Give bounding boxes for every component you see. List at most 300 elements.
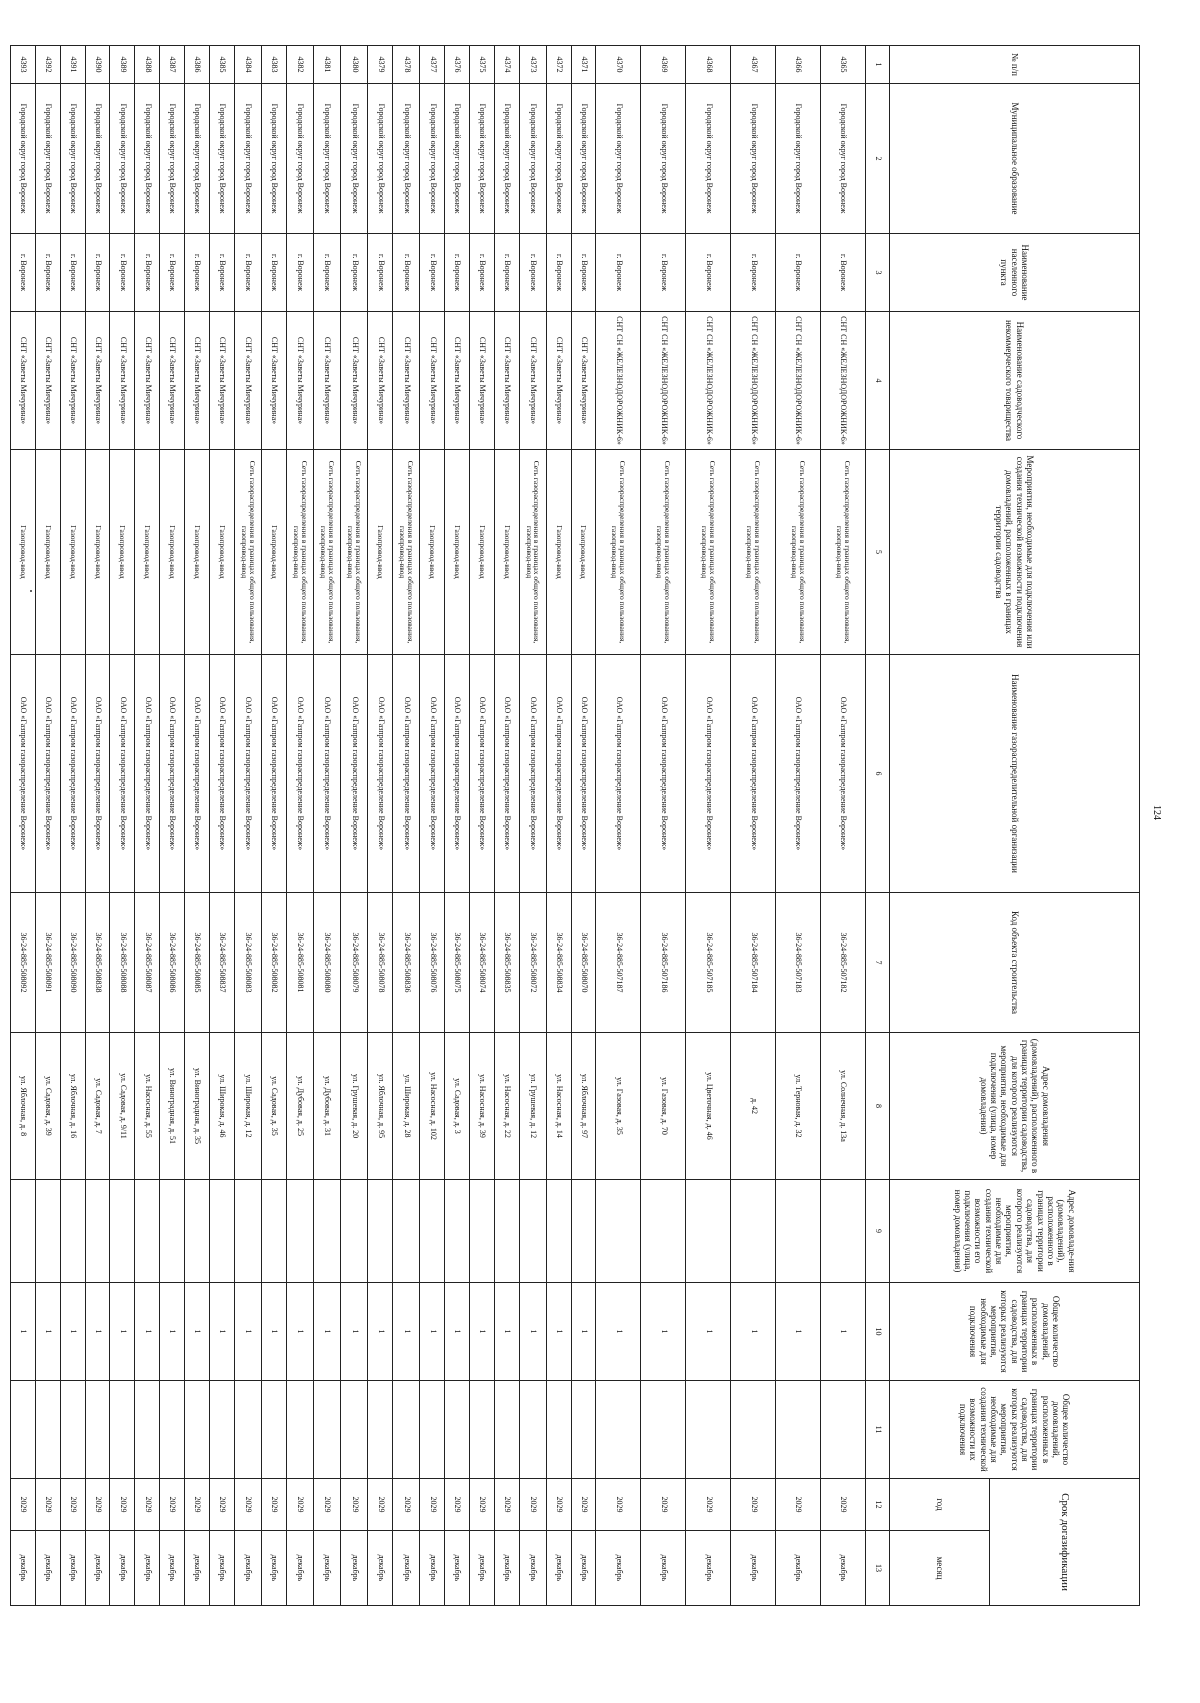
- tech-address-cell: [135, 1180, 160, 1283]
- column-number: 11: [866, 1381, 890, 1479]
- snt-name-cell: СНТ «Заветы Мичурина»: [469, 312, 494, 450]
- count-connection-cell: 1: [60, 1283, 85, 1381]
- object-code-cell: 36-24-885-508835: [494, 893, 519, 1033]
- count-connection-cell: 1: [209, 1283, 234, 1381]
- table-row: [596, 46, 641, 1606]
- tech-address-cell: [313, 1180, 340, 1283]
- count-tech-cell: [641, 1381, 686, 1479]
- year-cell: 2029: [286, 1479, 313, 1531]
- snt-name-cell: СНТ «Заветы Мичурина»: [11, 312, 36, 450]
- municipality-cell: Городской округ город Воронеж: [393, 84, 420, 234]
- address-cell: ул. Газовая, д. 35: [596, 1033, 641, 1180]
- gas-org-cell: ОАО «Газпром газораспределение Воронеж»: [313, 655, 340, 893]
- gas-org-cell: ОАО «Газпром газораспределение Воронеж»: [420, 655, 445, 893]
- table-row: [36, 46, 61, 1606]
- count-connection-cell: 1: [313, 1283, 340, 1381]
- address-cell: ул. Дубовая, д. 31: [313, 1033, 340, 1180]
- month-cell: декабрь: [546, 1531, 571, 1606]
- column-number: 12: [866, 1479, 890, 1531]
- settlement-cell: г. Воронеж: [184, 234, 209, 312]
- settlement-cell: г. Воронеж: [110, 234, 135, 312]
- count-tech-cell: [160, 1381, 185, 1479]
- municipality-cell: Городской округ город Воронеж: [110, 84, 135, 234]
- activity-cell: Газопровод-ввод: [494, 450, 519, 655]
- year-cell: 2029: [110, 1479, 135, 1531]
- month-cell: декабрь: [60, 1531, 85, 1606]
- row-number: 4373: [519, 46, 546, 84]
- activity-cell: Сеть газораспределения в границах общего пользования, газопровод-ввод: [821, 450, 866, 655]
- count-tech-cell: [821, 1381, 866, 1479]
- municipality-cell: Городской округ город Воронеж: [184, 84, 209, 234]
- object-code-cell: 36-24-885-508836: [393, 893, 420, 1033]
- address-cell: ул. Виноградная, д. 35: [184, 1033, 209, 1180]
- header-address-tech: Адрес домовладе-ния (домовладений), расположенного в границах территории садоводства, для которого реализуются мероприятия, необходимые для создания технической возможности его подключения (улица, номер домовладения): [890, 1180, 1140, 1283]
- count-tech-cell: [393, 1381, 420, 1479]
- object-code-cell: 36-24-885-508834: [546, 893, 571, 1033]
- address-cell: ул. Яблочная, д. 16: [60, 1033, 85, 1180]
- header-address-connection: Адрес домовладения (домовладений), расположенного в границах территории садоводства, для которого реализуются мероприятия, необходимые для подключения (улица, номер домовладения): [890, 1033, 1140, 1180]
- row-number: 4385: [209, 46, 234, 84]
- tech-address-cell: [641, 1180, 686, 1283]
- gas-org-cell: ОАО «Газпром газораспределение Воронеж»: [261, 655, 286, 893]
- gas-org-cell: ОАО «Газпром газораспределение Воронеж»: [160, 655, 185, 893]
- row-number: 4377: [420, 46, 445, 84]
- month-cell: декабрь: [11, 1531, 36, 1606]
- count-connection-cell: 1: [368, 1283, 393, 1381]
- snt-name-cell: СНТ СН «ЖЕЛЕЗНОДОРОЖНИК-6»: [776, 312, 821, 450]
- address-cell: ул. Яблочная, д. 8: [11, 1033, 36, 1180]
- table-row: [494, 46, 519, 1606]
- gas-org-cell: ОАО «Газпром газораспределение Воронеж»: [821, 655, 866, 893]
- count-tech-cell: [686, 1381, 731, 1479]
- settlement-cell: г. Воронеж: [445, 234, 470, 312]
- count-connection-cell: 1: [546, 1283, 571, 1381]
- column-number: 13: [866, 1531, 890, 1606]
- object-code-cell: 36-24-885-508078: [368, 893, 393, 1033]
- activity-cell: Сеть газораспределения в границах общего пользования, газопровод-ввод: [596, 450, 641, 655]
- count-tech-cell: [60, 1381, 85, 1479]
- count-tech-cell: [776, 1381, 821, 1479]
- month-cell: декабрь: [286, 1531, 313, 1606]
- gas-org-cell: ОАО «Газпром газораспределение Воронеж»: [135, 655, 160, 893]
- table-row: [776, 46, 821, 1606]
- gas-org-cell: ОАО «Газпром газораспределение Воронеж»: [571, 655, 596, 893]
- address-cell: ул. Насосная, д. 22: [494, 1033, 519, 1180]
- settlement-cell: г. Воронеж: [596, 234, 641, 312]
- activity-cell: Газопровод-ввод: [209, 450, 234, 655]
- table-row: [313, 46, 340, 1606]
- snt-name-cell: СНТ «Заветы Мичурина»: [341, 312, 368, 450]
- count-connection-cell: 1: [184, 1283, 209, 1381]
- municipality-cell: Городской округ город Воронеж: [341, 84, 368, 234]
- tech-address-cell: [776, 1180, 821, 1283]
- municipality-cell: Городской округ город Воронеж: [368, 84, 393, 234]
- activity-cell: Газопровод-ввод: [160, 450, 185, 655]
- month-cell: декабрь: [393, 1531, 420, 1606]
- activity-cell: Газопровод-ввод: [469, 450, 494, 655]
- count-connection-cell: 1: [420, 1283, 445, 1381]
- year-cell: 2029: [641, 1479, 686, 1531]
- municipality-cell: Городской округ город Воронеж: [11, 84, 36, 234]
- count-tech-cell: [546, 1381, 571, 1479]
- count-tech-cell: [110, 1381, 135, 1479]
- snt-name-cell: СНТ СН «ЖЕЛЕЗНОДОРОЖНИК-6»: [641, 312, 686, 450]
- municipality-cell: Городской округ город Воронеж: [821, 84, 866, 234]
- count-connection-cell: 1: [36, 1283, 61, 1381]
- year-cell: 2029: [368, 1479, 393, 1531]
- count-connection-cell: 1: [641, 1283, 686, 1381]
- count-connection-cell: 1: [494, 1283, 519, 1381]
- gas-org-cell: ОАО «Газпром газораспределение Воронеж»: [368, 655, 393, 893]
- gas-org-cell: ОАО «Газпром газораспределение Воронеж»: [209, 655, 234, 893]
- object-code-cell: 36-24-885-508081: [286, 893, 313, 1033]
- table-row: [209, 46, 234, 1606]
- address-cell: ул. Насосная, д. 39: [469, 1033, 494, 1180]
- year-cell: 2029: [494, 1479, 519, 1531]
- object-code-cell: 36-24-885-508083: [234, 893, 261, 1033]
- object-code-cell: 36-24-885-508092: [11, 893, 36, 1033]
- year-cell: 2029: [420, 1479, 445, 1531]
- row-number: 4374: [494, 46, 519, 84]
- count-tech-cell: [234, 1381, 261, 1479]
- snt-name-cell: СНТ «Заветы Мичурина»: [546, 312, 571, 450]
- count-tech-cell: [571, 1381, 596, 1479]
- table-row: [686, 46, 731, 1606]
- activity-cell: Сеть газораспределения в границах общего пользования, газопровод-ввод: [776, 450, 821, 655]
- tech-address-cell: [731, 1180, 776, 1283]
- table-body: [11, 46, 866, 1606]
- count-tech-cell: [209, 1381, 234, 1479]
- address-cell: ул. Яблочная, д. 97: [571, 1033, 596, 1180]
- activity-cell: Сеть газораспределения в границах общего пользования, газопровод-ввод: [686, 450, 731, 655]
- settlement-cell: г. Воронеж: [60, 234, 85, 312]
- gas-org-cell: ОАО «Газпром газораспределение Воронеж»: [546, 655, 571, 893]
- snt-name-cell: СНТ «Заветы Мичурина»: [313, 312, 340, 450]
- count-tech-cell: [445, 1381, 470, 1479]
- count-connection-cell: 1: [445, 1283, 470, 1381]
- tech-address-cell: [469, 1180, 494, 1283]
- year-cell: 2029: [36, 1479, 61, 1531]
- settlement-cell: г. Воронеж: [776, 234, 821, 312]
- row-number: 4390: [85, 46, 110, 84]
- year-cell: 2029: [11, 1479, 36, 1531]
- municipality-cell: Городской округ город Воронеж: [420, 84, 445, 234]
- row-number: 4369: [641, 46, 686, 84]
- address-cell: ул. Виноградная, д. 51: [160, 1033, 185, 1180]
- object-code-cell: 36-24-885-508085: [184, 893, 209, 1033]
- settlement-cell: г. Воронеж: [731, 234, 776, 312]
- row-number: 4382: [286, 46, 313, 84]
- object-code-cell: 36-24-885-508082: [261, 893, 286, 1033]
- month-cell: декабрь: [234, 1531, 261, 1606]
- settlement-cell: г. Воронеж: [469, 234, 494, 312]
- settlement-cell: г. Воронеж: [420, 234, 445, 312]
- address-cell: ул. Солнечная, д. 13а: [821, 1033, 866, 1180]
- count-connection-cell: 1: [110, 1283, 135, 1381]
- header-settlement: Наименование населенного пункта: [890, 234, 1140, 312]
- address-cell: ул. Садовая, д. 39: [36, 1033, 61, 1180]
- address-cell: ул. Широкая, д. 12: [234, 1033, 261, 1180]
- count-tech-cell: [286, 1381, 313, 1479]
- month-cell: декабрь: [469, 1531, 494, 1606]
- snt-name-cell: СНТ «Заветы Мичурина»: [135, 312, 160, 450]
- municipality-cell: Городской округ город Воронеж: [60, 84, 85, 234]
- row-number: 4392: [36, 46, 61, 84]
- header-gas-org: Наименование газораспределительной организации: [890, 655, 1140, 893]
- count-tech-cell: [420, 1381, 445, 1479]
- month-cell: декабрь: [445, 1531, 470, 1606]
- object-code-cell: 36-24-885-507184: [731, 893, 776, 1033]
- tech-address-cell: [209, 1180, 234, 1283]
- address-cell: д. 42: [731, 1033, 776, 1180]
- column-number: 9: [866, 1180, 890, 1283]
- header-year: год: [890, 1479, 990, 1531]
- activity-cell: Газопровод-ввод: [85, 450, 110, 655]
- activity-cell: Газопровод-ввод: [135, 450, 160, 655]
- row-number: 4365: [821, 46, 866, 84]
- month-cell: декабрь: [313, 1531, 340, 1606]
- municipality-cell: Городской округ город Воронеж: [234, 84, 261, 234]
- object-code-cell: 36-24-885-508838: [85, 893, 110, 1033]
- snt-name-cell: СНТ «Заветы Мичурина»: [110, 312, 135, 450]
- snt-name-cell: СНТ «Заветы Мичурина»: [494, 312, 519, 450]
- settlement-cell: г. Воронеж: [209, 234, 234, 312]
- gas-org-cell: ОАО «Газпром газораспределение Воронеж»: [519, 655, 546, 893]
- object-code-cell: 36-24-885-508837: [209, 893, 234, 1033]
- table-row: [341, 46, 368, 1606]
- row-number: 4380: [341, 46, 368, 84]
- snt-name-cell: СНТ «Заветы Мичурина»: [571, 312, 596, 450]
- snt-name-cell: СНТ «Заветы Мичурина»: [420, 312, 445, 450]
- month-cell: декабрь: [641, 1531, 686, 1606]
- snt-name-cell: СНТ СН «ЖЕЛЕЗНОДОРОЖНИК-6»: [596, 312, 641, 450]
- row-number: 4372: [546, 46, 571, 84]
- count-connection-cell: 1: [821, 1283, 866, 1381]
- gas-org-cell: ОАО «Газпром газораспределение Воронеж»: [286, 655, 313, 893]
- year-cell: 2029: [85, 1479, 110, 1531]
- municipality-cell: Городской округ город Воронеж: [313, 84, 340, 234]
- tech-address-cell: [368, 1180, 393, 1283]
- municipality-cell: Городской округ город Воронеж: [776, 84, 821, 234]
- settlement-cell: г. Воронеж: [135, 234, 160, 312]
- activity-cell: Газопровод-ввод: [36, 450, 61, 655]
- count-tech-cell: [731, 1381, 776, 1479]
- settlement-cell: г. Воронеж: [686, 234, 731, 312]
- settlement-cell: г. Воронеж: [85, 234, 110, 312]
- municipality-cell: Городской округ город Воронеж: [160, 84, 185, 234]
- table-row: [11, 46, 36, 1606]
- month-cell: декабрь: [184, 1531, 209, 1606]
- year-cell: 2029: [60, 1479, 85, 1531]
- month-cell: декабрь: [776, 1531, 821, 1606]
- header-count-connection: Общее количество домовладений, расположенных в границах территории садоводства, для которых реализуются мероприятия, необходимые для подключения: [890, 1283, 1140, 1381]
- count-tech-cell: [135, 1381, 160, 1479]
- month-cell: декабрь: [368, 1531, 393, 1606]
- tech-address-cell: [36, 1180, 61, 1283]
- count-tech-cell: [596, 1381, 641, 1479]
- address-cell: ул. Садовая, д. 3: [445, 1033, 470, 1180]
- activity-cell: Сеть газораспределения в границах общего пользования, газопровод-ввод: [641, 450, 686, 655]
- count-connection-cell: 1: [686, 1283, 731, 1381]
- column-number-row: [866, 46, 890, 1606]
- gas-org-cell: ОАО «Газпром газораспределение Воронеж»: [393, 655, 420, 893]
- settlement-cell: г. Воронеж: [234, 234, 261, 312]
- settlement-cell: г. Воронеж: [368, 234, 393, 312]
- snt-name-cell: СНТ «Заветы Мичурина»: [36, 312, 61, 450]
- table-row: [420, 46, 445, 1606]
- count-tech-cell: [519, 1381, 546, 1479]
- column-number: 7: [866, 893, 890, 1033]
- year-cell: 2029: [469, 1479, 494, 1531]
- row-number: 4389: [110, 46, 135, 84]
- table-row: [469, 46, 494, 1606]
- row-number: 4391: [60, 46, 85, 84]
- count-connection-cell: 1: [261, 1283, 286, 1381]
- object-code-cell: 36-24-885-508070: [571, 893, 596, 1033]
- count-connection-cell: 1: [286, 1283, 313, 1381]
- address-cell: ул. Газовая, д. 70: [641, 1033, 686, 1180]
- object-code-cell: 36-24-885-507185: [686, 893, 731, 1033]
- year-cell: 2029: [234, 1479, 261, 1531]
- activity-cell: Газопровод-ввод: [445, 450, 470, 655]
- column-number: 5: [866, 450, 890, 655]
- header-deadline: Срок догазификации: [990, 1479, 1140, 1606]
- address-cell: ул. Садовая, д. 9/11: [110, 1033, 135, 1180]
- month-cell: декабрь: [36, 1531, 61, 1606]
- object-code-cell: 36-24-885-508091: [36, 893, 61, 1033]
- tech-address-cell: [85, 1180, 110, 1283]
- address-cell: ул. Широкая, д. 46: [209, 1033, 234, 1180]
- snt-name-cell: СНТ «Заветы Мичурина»: [261, 312, 286, 450]
- month-cell: декабрь: [85, 1531, 110, 1606]
- month-cell: декабрь: [110, 1531, 135, 1606]
- snt-name-cell: СНТ СН «ЖЕЛЕЗНОДОРОЖНИК-6»: [686, 312, 731, 450]
- table-row: [571, 46, 596, 1606]
- gas-org-cell: ОАО «Газпром газораспределение Воронеж»: [85, 655, 110, 893]
- settlement-cell: г. Воронеж: [393, 234, 420, 312]
- count-connection-cell: 1: [731, 1283, 776, 1381]
- tech-address-cell: [821, 1180, 866, 1283]
- month-cell: декабрь: [160, 1531, 185, 1606]
- municipality-cell: Городской округ город Воронеж: [596, 84, 641, 234]
- count-connection-cell: 1: [596, 1283, 641, 1381]
- snt-name-cell: СНТ «Заветы Мичурина»: [60, 312, 85, 450]
- municipality-cell: Городской округ город Воронеж: [209, 84, 234, 234]
- count-tech-cell: [341, 1381, 368, 1479]
- object-code-cell: 36-24-885-508076: [420, 893, 445, 1033]
- snt-name-cell: СНТ «Заветы Мичурина»: [209, 312, 234, 450]
- row-number: 4367: [731, 46, 776, 84]
- year-cell: 2029: [184, 1479, 209, 1531]
- object-code-cell: 36-24-885-507183: [776, 893, 821, 1033]
- table-row: [519, 46, 546, 1606]
- object-code-cell: 36-24-885-507186: [641, 893, 686, 1033]
- month-cell: декабрь: [821, 1531, 866, 1606]
- header-snt: Наименование садоводческого некоммерческого товарищества: [890, 312, 1140, 450]
- snt-name-cell: СНТ СН «ЖЕЛЕЗНОДОРОЖНИК-6»: [731, 312, 776, 450]
- row-number: 4376: [445, 46, 470, 84]
- table-row: [641, 46, 686, 1606]
- row-number: 4393: [11, 46, 36, 84]
- row-number: 4387: [160, 46, 185, 84]
- row-number: 4379: [368, 46, 393, 84]
- municipality-cell: Городской округ город Воронеж: [261, 84, 286, 234]
- municipality-cell: Городской округ город Воронеж: [286, 84, 313, 234]
- municipality-cell: Городской округ город Воронеж: [85, 84, 110, 234]
- table-row: [60, 46, 85, 1606]
- table-row: [85, 46, 110, 1606]
- municipality-cell: Городской округ город Воронеж: [469, 84, 494, 234]
- year-cell: 2029: [686, 1479, 731, 1531]
- gas-org-cell: ОАО «Газпром газораспределение Воронеж»: [234, 655, 261, 893]
- address-cell: ул. Цветочная, д. 46: [686, 1033, 731, 1180]
- year-cell: 2029: [776, 1479, 821, 1531]
- tech-address-cell: [286, 1180, 313, 1283]
- gas-org-cell: ОАО «Газпром газораспределение Воронеж»: [686, 655, 731, 893]
- gas-org-cell: ОАО «Газпром газораспределение Воронеж»: [641, 655, 686, 893]
- year-cell: 2029: [313, 1479, 340, 1531]
- gas-org-cell: ОАО «Газпром газораспределение Воронеж»: [60, 655, 85, 893]
- settlement-cell: г. Воронеж: [494, 234, 519, 312]
- year-cell: 2029: [445, 1479, 470, 1531]
- count-tech-cell: [494, 1381, 519, 1479]
- column-number: 6: [866, 655, 890, 893]
- snt-name-cell: СНТ СН «ЖЕЛЕЗНОДОРОЖНИК-6»: [821, 312, 866, 450]
- count-connection-cell: 1: [160, 1283, 185, 1381]
- row-number: 4383: [261, 46, 286, 84]
- address-cell: ул. Грушевая, д. 20: [341, 1033, 368, 1180]
- row-number: 4378: [393, 46, 420, 84]
- year-cell: 2029: [731, 1479, 776, 1531]
- address-cell: ул. Садовая, д. 35: [261, 1033, 286, 1180]
- object-code-cell: 36-24-885-508088: [110, 893, 135, 1033]
- address-cell: ул. Насосная, д. 14: [546, 1033, 571, 1180]
- row-number: 4381: [313, 46, 340, 84]
- row-number: 4384: [234, 46, 261, 84]
- count-connection-cell: 1: [776, 1283, 821, 1381]
- row-number: 4388: [135, 46, 160, 84]
- tech-address-cell: [596, 1180, 641, 1283]
- gas-org-cell: ОАО «Газпром газораспределение Воронеж»: [596, 655, 641, 893]
- table-row: [286, 46, 313, 1606]
- tech-address-cell: [420, 1180, 445, 1283]
- activity-cell: Газопровод-ввод: [11, 450, 36, 655]
- gas-org-cell: ОАО «Газпром газораспределение Воронеж»: [184, 655, 209, 893]
- tech-address-cell: [519, 1180, 546, 1283]
- tech-address-cell: [571, 1180, 596, 1283]
- address-cell: ул. Насосная, д. 102: [420, 1033, 445, 1180]
- activity-cell: Газопровод-ввод: [571, 450, 596, 655]
- settlement-cell: г. Воронеж: [571, 234, 596, 312]
- count-tech-cell: [368, 1381, 393, 1479]
- row-number: 4368: [686, 46, 731, 84]
- month-cell: декабрь: [494, 1531, 519, 1606]
- month-cell: декабрь: [135, 1531, 160, 1606]
- activity-cell: Сеть газораспределения в границах общего пользования, газопровод-ввод: [393, 450, 420, 655]
- municipality-cell: Городской округ город Воронеж: [494, 84, 519, 234]
- object-code-cell: 36-24-885-508079: [341, 893, 368, 1033]
- table-row: [546, 46, 571, 1606]
- column-number: 3: [866, 234, 890, 312]
- object-code-cell: 36-24-885-508090: [60, 893, 85, 1033]
- snt-name-cell: СНТ «Заветы Мичурина»: [160, 312, 185, 450]
- activity-cell: Газопровод-ввод: [368, 450, 393, 655]
- table-row: [368, 46, 393, 1606]
- tech-address-cell: [261, 1180, 286, 1283]
- object-code-cell: 36-24-885-507187: [596, 893, 641, 1033]
- address-cell: ул. Грушевая, д. 12: [519, 1033, 546, 1180]
- month-cell: декабрь: [686, 1531, 731, 1606]
